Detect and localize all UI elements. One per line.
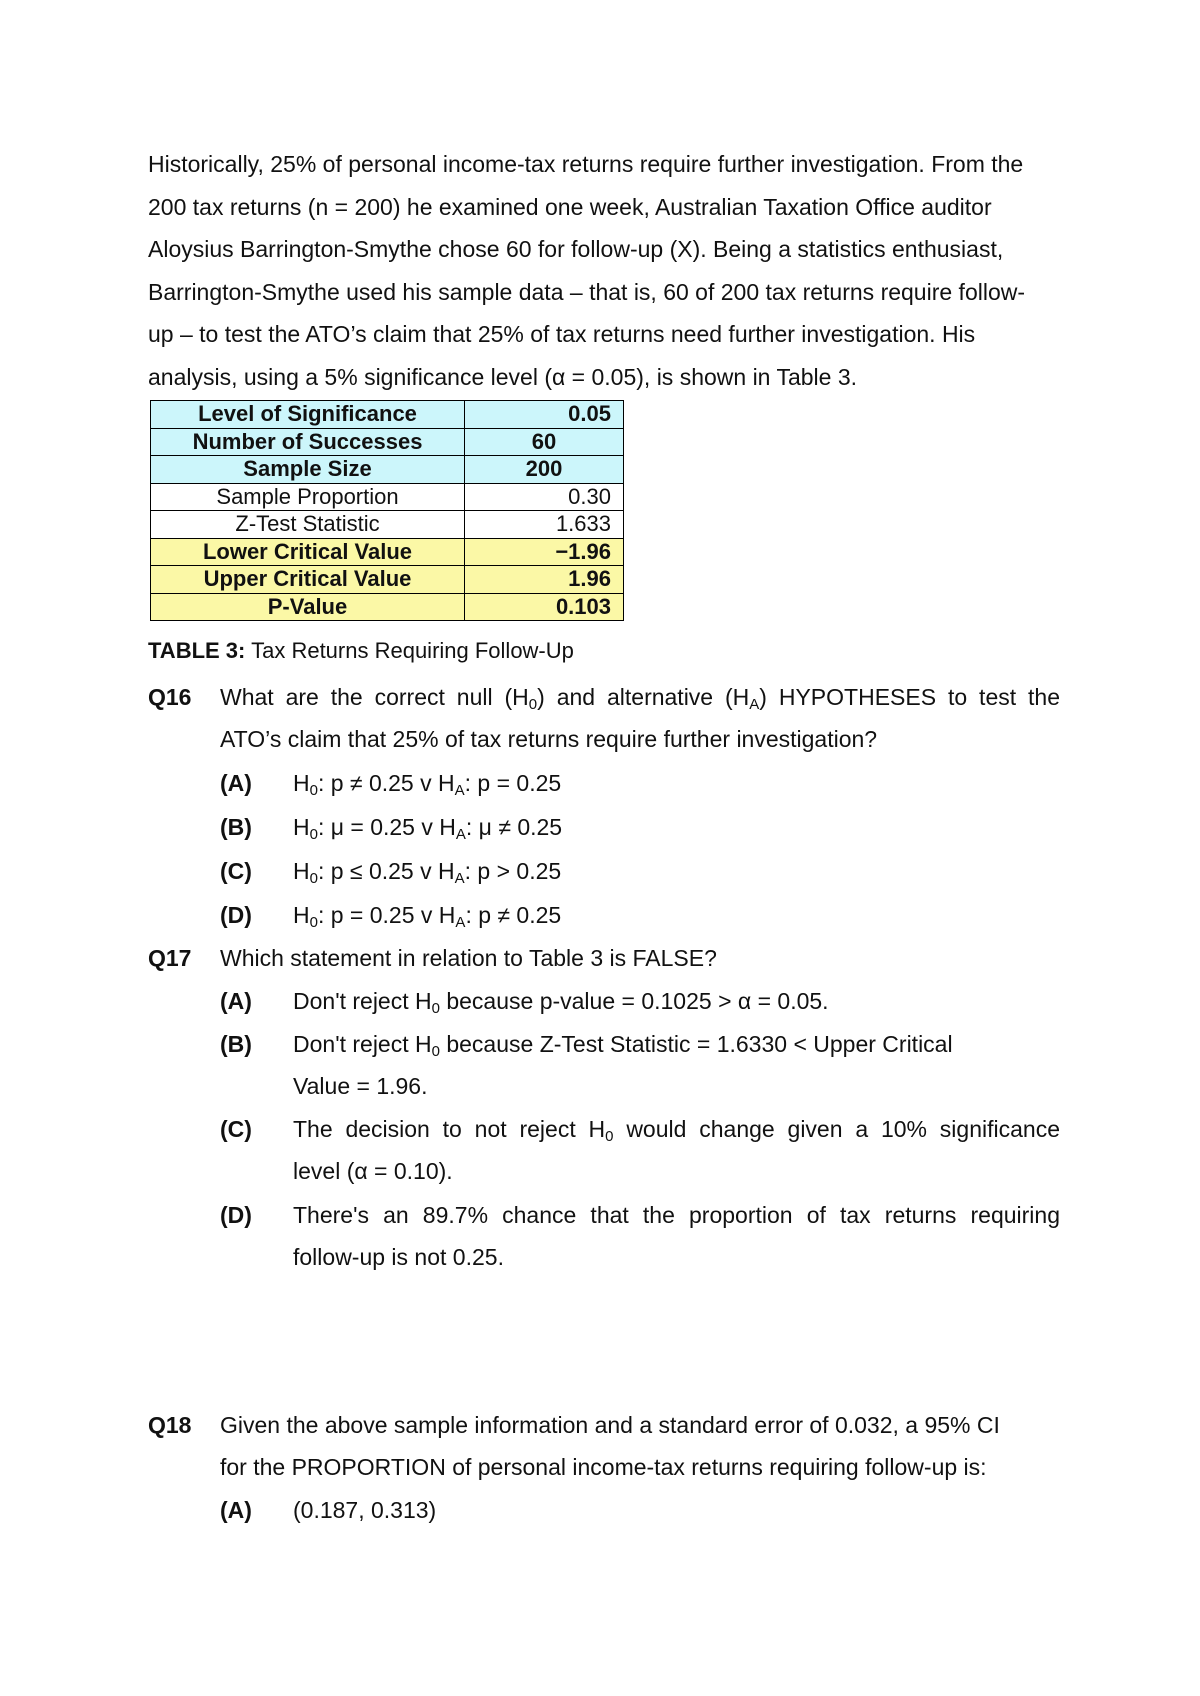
row-label: Number of Successes — [151, 428, 465, 456]
option-letter: (B) — [220, 1031, 252, 1057]
caption-text: Tax Returns Requiring Follow-Up — [251, 638, 574, 663]
caption-label: TABLE 3: — [148, 638, 246, 663]
intro-line: up – to test the ATO’s claim that 25% of tax returns need further investigation. His — [148, 321, 976, 347]
row-value: 0.103 — [465, 593, 624, 621]
table-row — [151, 456, 624, 484]
row-value: 0.30 — [465, 483, 624, 511]
intro-line: analysis, using a 5% significance level (α = 0.05), is shown in Table 3. — [148, 363, 858, 390]
row-value: 1.96 — [465, 566, 624, 594]
row-label: P-Value — [151, 593, 465, 621]
row-value: −1.96 — [465, 538, 624, 566]
option-text: $H_0$: p = 0.25 v $H_A$: p ≠ 0.25 — [293, 902, 562, 931]
row-label: Sample Size — [151, 456, 465, 484]
intro-line: 200 tax returns (n = 200) he examined one week, Australian Taxation Office auditor — [148, 193, 992, 220]
row-label: Lower Critical Value — [151, 538, 465, 566]
option-letter: (D) — [220, 1202, 252, 1228]
question-number: Q16 — [148, 684, 192, 710]
option-text: Don't reject $H_0$ because p-value = 0.1025 > α = 0.05. — [293, 988, 829, 1017]
table-row — [151, 483, 624, 511]
row-value: 200 — [465, 456, 624, 484]
question-text — [220, 676, 1060, 760]
option-letter: (B) — [220, 814, 252, 840]
intro-line: Historically, 25% of personal income-tax returns require further investigation. From the — [148, 151, 1024, 177]
row-value: 1.633 — [465, 511, 624, 539]
table-row — [151, 538, 624, 566]
row-label: Upper Critical Value — [151, 566, 465, 594]
table-row — [151, 566, 624, 594]
question-number: Q17 — [148, 945, 192, 971]
table-row — [151, 511, 624, 539]
option-text: $H_0$: p ≠ 0.25 v $H_A$: p = 0.25 — [293, 770, 562, 799]
table-row — [151, 401, 624, 429]
question-line: ATO’s claim that 25% of tax returns require further investigation? — [220, 726, 878, 752]
option-letter: (A) — [220, 1497, 252, 1523]
table-row — [151, 593, 624, 621]
intro-line: Barrington-Smythe used his sample data – that is, 60 of 200 tax returns require follow- — [148, 278, 1026, 305]
table-3 — [150, 400, 624, 621]
option-text: Don't reject $H_0$ because Z-Test Statistic = 1.6330 < Upper Critical Value = 1.96. — [293, 1031, 953, 1099]
row-value: 0.05 — [465, 401, 624, 429]
option-text: $H_0$: p ≤ 0.25 v $H_A$: p > 0.25 — [293, 858, 562, 887]
intro-paragraph — [148, 143, 1060, 398]
option-text: The decision to not reject $H_0$ would change given a 10% significance level (α = 0.10). — [293, 1116, 1060, 1184]
option-letter: (A) — [220, 988, 252, 1014]
row-value: 60 — [465, 428, 624, 456]
question-line: What are the correct null $(H_0)$ and alternative $(H_A)$ HYPOTHESES to test the — [220, 684, 1061, 713]
table-caption — [148, 637, 574, 665]
row-label: Level of Significance — [151, 401, 465, 429]
question-number: Q18 — [148, 1412, 192, 1438]
option-text: $H_0$: μ = 0.25 v $H_A$: μ ≠ 0.25 — [293, 814, 563, 843]
option-letter: (A) — [220, 770, 252, 796]
option-letter: (D) — [220, 902, 252, 928]
intro-line: Aloysius Barrington-Smythe chose 60 for follow-up (X). Being a statistics enthusiast, — [148, 236, 1004, 262]
option-letter: (C) — [220, 858, 252, 884]
option-text: There's an 89.7% chance that the proportion of tax returns requiring follow-up is not 0.25. — [293, 1202, 1060, 1270]
row-label: Z-Test Statistic — [151, 511, 465, 539]
question-text: Which statement in relation to Table 3 is FALSE? — [220, 945, 717, 971]
row-label: Sample Proportion — [151, 483, 465, 511]
question-text: Given the above sample information and a standard error of 0.032, a 95% CI for the PROPORTION of personal income-tax returns requiring follow-up is: — [220, 1412, 1000, 1480]
option-text: (0.187, 0.313) — [293, 1497, 437, 1523]
table-row — [151, 428, 624, 456]
option-letter: (C) — [220, 1116, 252, 1142]
